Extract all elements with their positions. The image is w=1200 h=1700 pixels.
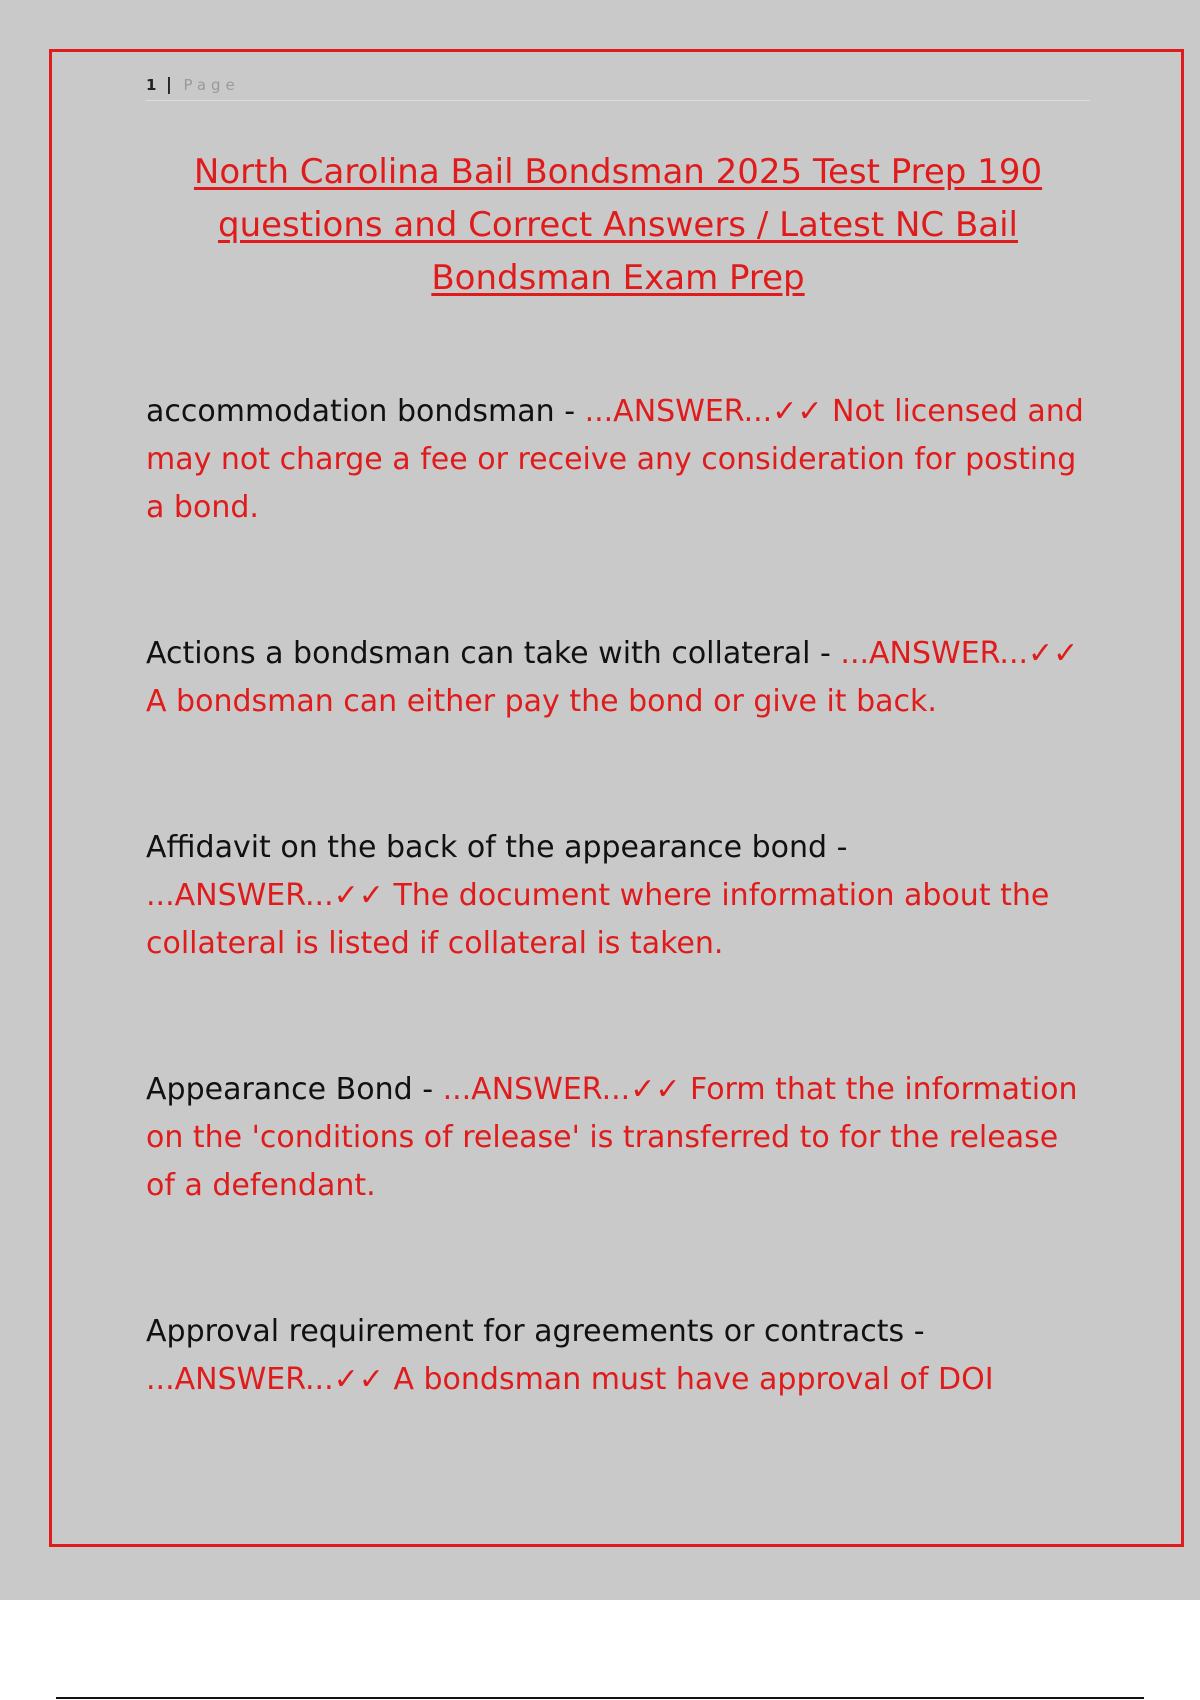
answer-marker: ...ANSWER...✓✓: [584, 394, 823, 429]
qa-term: Affidavit on the back of the appearance bond -: [146, 830, 848, 865]
qa-item: [146, 1066, 1090, 1210]
page-header: [146, 74, 1090, 101]
answer-marker: ...ANSWER...✓✓: [840, 636, 1079, 671]
document-title: North Carolina Bail Bondsman 2025 Test Prep 190 questions and Correct Answers / Latest NC Bail Bondsman Exam Prep: [193, 152, 1043, 298]
qa-answer: The document where information about the collateral is listed if collateral is taken.: [146, 878, 1050, 961]
qa-term: accommodation bondsman -: [146, 394, 576, 429]
page-number: 1: [146, 76, 157, 94]
qa-term: Approval requirement for agreements or contracts -: [146, 1314, 925, 1349]
qa-answer: A bondsman must have approval of DOI: [393, 1362, 994, 1397]
qa-answer: A bondsman can either pay the bond or give it back.: [146, 684, 937, 719]
qa-item: [146, 388, 1090, 532]
page-number-separator: |: [165, 75, 173, 95]
bottom-divider: [56, 1697, 1144, 1699]
page-label: Page: [183, 76, 240, 94]
qa-answer: Not licensed and may not charge a fee or receive any consideration for posting a bond.: [146, 394, 1084, 525]
qa-term: Appearance Bond -: [146, 1072, 434, 1107]
qa-item: [146, 824, 1090, 968]
answer-marker: ...ANSWER...✓✓: [442, 1072, 681, 1107]
qa-term: Actions a bondsman can take with collateral -: [146, 636, 831, 671]
qa-item: [146, 630, 1090, 726]
qa-list: [146, 388, 1090, 1502]
answer-marker: ...ANSWER...✓✓: [146, 878, 384, 913]
answer-marker: ...ANSWER...✓✓: [146, 1362, 384, 1397]
qa-item: [146, 1308, 1090, 1404]
qa-answer: Form that the information on the 'conditions of release' is transferred to for the release of a defendant.: [146, 1072, 1078, 1203]
